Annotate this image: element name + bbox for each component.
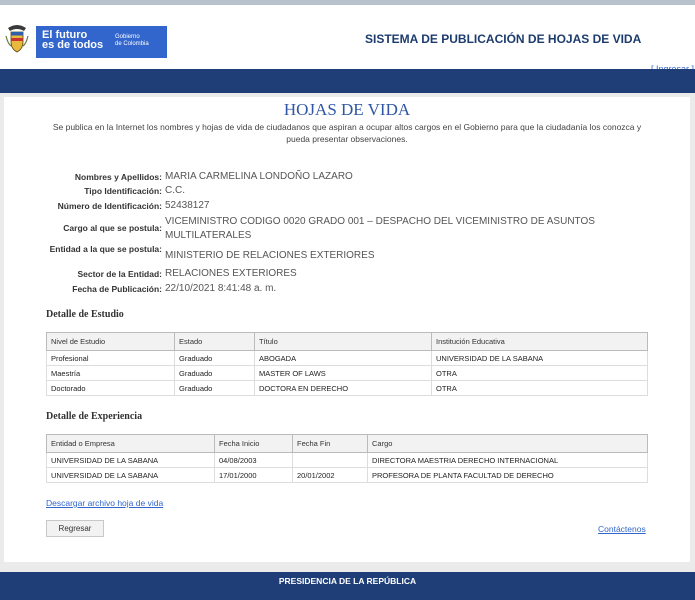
value-entity: MINISTERIO DE RELACIONES EXTERIORES (165, 250, 375, 261)
column-header: Cargo (368, 435, 648, 453)
site-header (0, 5, 695, 69)
label-id-type: Tipo Identificación: (84, 186, 162, 196)
column-header: Institución Educativa (432, 333, 648, 351)
intro-text: Se publica en la Internet los nombres y hojas de vida de ciudadanos que aspiran a ocupar altos cargos en el Gobierno para que la ciudadanía los conozca y pueda presentar observaciones. (52, 122, 642, 144)
table-header-row (47, 333, 648, 351)
table-cell: Maestría (47, 366, 175, 381)
table-row (47, 453, 648, 468)
gov-logo-main-text: El futuro es de todos (42, 29, 104, 51)
download-cv-link[interactable]: Descargar archivo hoja de vida (46, 498, 164, 508)
label-id-number: Número de Identificación: (57, 201, 162, 211)
nav-bar (0, 69, 695, 93)
table-row (47, 381, 648, 396)
table-cell: 20/01/2002 (293, 468, 368, 483)
system-title: SISTEMA DE PUBLICACIÓN DE HOJAS DE VIDA (365, 32, 642, 46)
column-header: Estado (175, 333, 255, 351)
label-entity: Entidad a la que se postula: (49, 244, 162, 254)
column-header: Fecha Inicio (215, 435, 293, 453)
label-position: Cargo al que se postula: (63, 223, 162, 233)
table-cell: DIRECTORA MAESTRIA DERECHO INTERNACIONAL (368, 453, 648, 468)
value-position: VICEMINISTRO CODIGO 0020 GRADO 001 – DESPACHO DEL VICEMINISTRO DE ASUNTOS MULTILATERALES (165, 216, 595, 241)
column-header: Entidad o Empresa (47, 435, 215, 453)
table-cell: Graduado (175, 366, 255, 381)
column-header: Título (255, 333, 432, 351)
page-title: HOJAS DE VIDA (283, 100, 411, 119)
table-cell: OTRA (432, 381, 648, 396)
value-id-type: C.C. (165, 185, 185, 196)
table-cell (293, 453, 368, 468)
studies-table (46, 332, 648, 396)
table-cell: UNIVERSIDAD DE LA SABANA (47, 453, 215, 468)
table-cell: Graduado (175, 351, 255, 366)
table-cell: 17/01/2000 (215, 468, 293, 483)
table-cell: DOCTORA EN DERECHO (255, 381, 432, 396)
table-row (47, 351, 648, 366)
studies-section-title: Detalle de Estudio (46, 309, 124, 320)
table-cell: PROFESORA DE PLANTA FACULTAD DE DERECHO (368, 468, 648, 483)
table-cell: Graduado (175, 381, 255, 396)
experience-table (46, 434, 648, 483)
table-cell: UNIVERSIDAD DE LA SABANA (47, 468, 215, 483)
table-header-row (47, 435, 648, 453)
table-row (47, 468, 648, 483)
label-publication-date: Fecha de Publicación: (72, 284, 162, 294)
column-header: Fecha Fin (293, 435, 368, 453)
value-publication-date: 22/10/2021 8:41:48 a. m. (165, 283, 277, 294)
table-cell: OTRA (432, 366, 648, 381)
back-button[interactable]: Regresar (46, 520, 104, 537)
label-sector: Sector de la Entidad: (77, 269, 162, 279)
table-row (47, 366, 648, 381)
table-cell: 04/08/2003 (215, 453, 293, 468)
footer-text: PRESIDENCIA DE LA REPÚBLICA (278, 576, 417, 586)
column-header: Nivel de Estudio (47, 333, 175, 351)
site-footer (0, 572, 695, 600)
main-content (4, 97, 690, 562)
contact-link[interactable]: Contáctenos (598, 524, 646, 534)
experience-section-title: Detalle de Experiencia (46, 411, 143, 422)
table-cell: MASTER OF LAWS (255, 366, 432, 381)
gov-logo-sub-text: Gobierno de Colombia (115, 34, 149, 47)
value-full-name: MARIA CARMELINA LONDOÑO LAZARO (165, 171, 353, 182)
value-sector: RELACIONES EXTERIORES (165, 268, 297, 279)
value-id-number: 52438127 (165, 200, 210, 211)
table-cell: ABOGADA (255, 351, 432, 366)
table-cell: UNIVERSIDAD DE LA SABANA (432, 351, 648, 366)
colombia-coat-of-arms-icon (5, 22, 29, 56)
label-full-name: Nombres y Apellidos: (74, 172, 162, 182)
table-cell: Profesional (47, 351, 175, 366)
gov-logo[interactable] (36, 26, 167, 58)
table-cell: Doctorado (47, 381, 175, 396)
